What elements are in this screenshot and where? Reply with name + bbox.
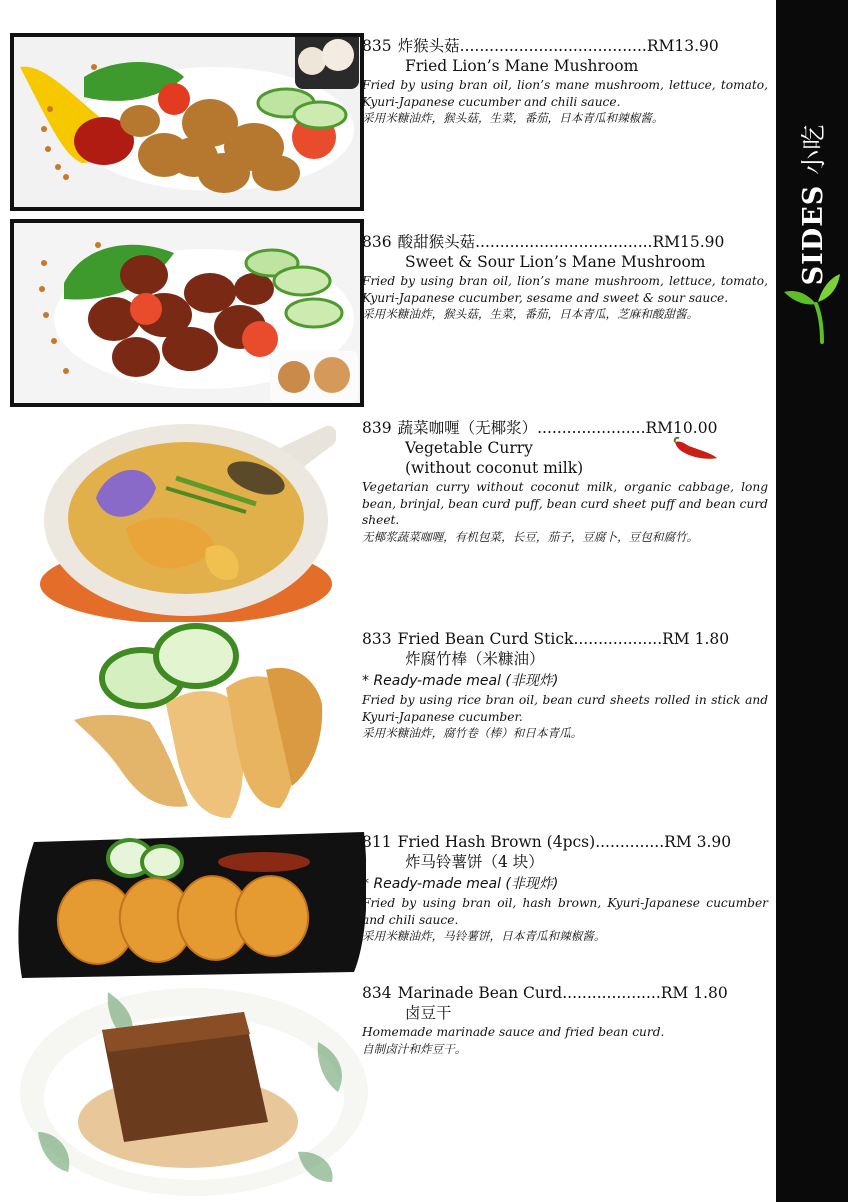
item-code: 835 <box>362 37 392 55</box>
fried-bean-curd-stick-photo <box>70 622 326 826</box>
item-title <box>362 232 768 252</box>
item-desc-en: Fried by using rice bran oil, bean curd sheets rolled in stick and Kyuri-Japanese cucumber. <box>362 693 768 724</box>
item-title <box>362 983 768 1003</box>
item-name-zh: 炸马铃薯饼（4 块） <box>405 853 544 871</box>
item-name-zh: 蔬菜咖喱（无椰浆） <box>397 419 538 437</box>
item-desc-en: Fried by using bran oil, hash brown, Kyuri-Japanese cucumber and chili sauce. <box>362 896 768 927</box>
item-name-zh: 炸腐竹棒（米糠油） <box>405 650 545 668</box>
item-desc-zh: 无椰浆蔬菜咖喱，有机包菜，长豆，茄子，豆腐卜，豆包和腐竹。 <box>362 529 699 544</box>
item-desc-zh: 采用米糠油炸，腐竹卷（棒）和日本青瓜。 <box>362 726 583 740</box>
item-desc-zh: 采用米糠油炸，猴头菇，生菜，番茄，日本青瓜，芝麻和酸甜酱。 <box>362 307 699 321</box>
dot-leader: .................. <box>573 630 663 648</box>
vegetable-curry-photo <box>36 408 336 622</box>
sweet-sour-lions-mane-photo <box>10 219 364 407</box>
item-title <box>362 832 768 852</box>
dot-leader: ...................... <box>537 419 646 437</box>
item-name-en: Marinade Bean Curd <box>397 984 563 1002</box>
item-name-en: Fried Hash Brown (4pcs) <box>397 833 596 851</box>
item-title <box>362 629 768 649</box>
item-desc-en: Fried by using bran oil, lion’s mane mushroom, lettuce, tomato, Kyuri-Japanese cucumber, sesame and sweet & sour sauce. <box>362 274 768 305</box>
menu-item-835 <box>362 36 768 127</box>
dot-leader: .............. <box>595 833 665 851</box>
item-title <box>362 36 768 56</box>
sprout-icon <box>782 268 842 344</box>
item-name-en-note: (without coconut milk) <box>405 459 584 477</box>
item-code: 839 <box>362 419 392 437</box>
item-desc-zh: 自制卤汁和炸豆干。 <box>362 1041 467 1056</box>
item-price: RM13.90 <box>646 37 719 55</box>
item-price: RM10.00 <box>645 419 718 437</box>
item-desc-zh: 采用米糠油炸，猴头菇，生菜，番茄，日本青瓜和辣椒酱。 <box>362 111 664 125</box>
menu-item-833 <box>362 629 768 742</box>
dot-leader: .................................... <box>475 233 653 251</box>
item-desc-en: Fried by using bran oil, lion’s mane mushroom, lettuce, tomato, Kyuri-Japanese cucumber and chili sauce. <box>362 78 768 109</box>
item-name-zh: 炸猴头菇 <box>397 37 460 55</box>
chili-icon <box>673 436 719 462</box>
item-title <box>362 418 768 438</box>
item-code: 811 <box>362 833 392 851</box>
item-name-en: Vegetable Curry <box>405 439 533 457</box>
fried-hash-brown-photo <box>14 832 366 978</box>
menu-item-811 <box>362 832 768 945</box>
dot-leader: ...................................... <box>459 37 647 55</box>
section-title-zh: 小吃 <box>799 124 828 175</box>
item-desc-zh: 采用米糠油炸，马铃薯饼，日本青瓜和辣椒酱。 <box>362 929 606 943</box>
ready-made-note: * Ready-made meal (非现炸) <box>362 673 559 689</box>
item-desc-en: Homemade marinade sauce and fried bean curd. <box>362 1025 665 1039</box>
dot-leader: .................... <box>562 984 661 1002</box>
item-name-en: Fried Lion’s Mane Mushroom <box>405 57 639 75</box>
item-price: RM 3.90 <box>664 833 732 851</box>
ready-made-note: * Ready-made meal (非现炸) <box>362 876 559 892</box>
item-code: 833 <box>362 630 392 648</box>
item-name-en: Fried Bean Curd Stick <box>397 630 574 648</box>
item-price: RM 1.80 <box>660 984 728 1002</box>
item-name-zh: 卤豆干 <box>405 1004 452 1022</box>
item-name-zh: 酸甜猴头菇 <box>397 233 476 251</box>
menu-item-834 <box>362 983 768 1058</box>
item-price: RM 1.80 <box>662 630 730 648</box>
item-code: 836 <box>362 233 392 251</box>
item-desc-en: Vegetarian curry without coconut milk, organic cabbage, long bean, brinjal, bean curd puff, bean curd sheet puff and bean curd sheet. <box>362 480 768 527</box>
marinade-bean-curd-photo <box>18 982 370 1196</box>
item-name-en: Sweet & Sour Lion’s Mane Mushroom <box>405 253 706 271</box>
section-title-en: SIDES <box>798 184 829 286</box>
item-code: 834 <box>362 984 392 1002</box>
fried-lions-mane-photo <box>10 33 364 211</box>
menu-item-836 <box>362 232 768 323</box>
item-price: RM15.90 <box>652 233 725 251</box>
section-title <box>794 125 830 286</box>
